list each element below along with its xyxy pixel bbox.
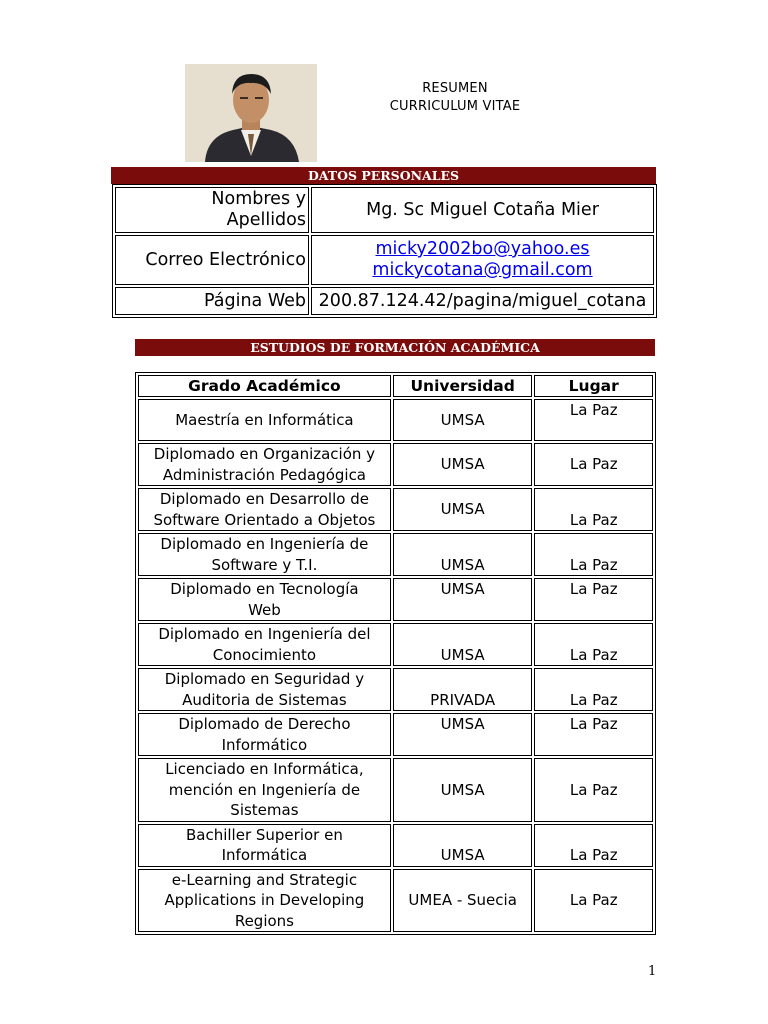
grado-line: Conocimiento <box>212 645 317 664</box>
universidad-cell: UMSA <box>393 578 533 621</box>
lugar-cell: La Paz <box>534 488 653 531</box>
table-row <box>138 824 653 867</box>
academic-section-header <box>135 339 655 356</box>
table-row <box>138 533 653 576</box>
universidad-cell: UMSA <box>393 713 533 756</box>
grado-line: Diplomado en Ingeniería de <box>160 535 369 553</box>
section-title: DATOS PERSONALES <box>307 168 460 183</box>
column-header-lugar: Lugar <box>534 375 653 397</box>
table-row <box>115 187 654 233</box>
universidad-cell: UMSA <box>393 443 533 486</box>
lugar-cell: La Paz <box>534 824 653 867</box>
grado-line: mención en Ingeniería de <box>168 780 361 799</box>
name-value: Mg. Sc Miguel Cotaña Mier <box>311 187 654 233</box>
grado-line: Maestría en Informática <box>175 410 354 429</box>
grado-line: Sistemas <box>230 801 299 819</box>
page-number: 1 <box>648 964 657 979</box>
email-label: Correo Electrónico <box>115 235 309 285</box>
grado-line: Software Orientado a Objetos <box>153 510 376 529</box>
personal-data-table <box>112 184 657 318</box>
grado-line: e-Learning and Strategic <box>171 870 358 889</box>
grado-cell <box>138 533 391 576</box>
grado-line: Software y T.I. <box>211 555 318 574</box>
grado-line: Web <box>248 600 281 619</box>
lugar-cell: La Paz <box>534 623 653 666</box>
lugar-cell: La Paz <box>534 578 653 621</box>
table-row <box>138 443 653 486</box>
name-label-line: Apellidos <box>226 210 306 230</box>
grado-cell <box>138 623 391 666</box>
column-header-universidad: Universidad <box>393 375 533 397</box>
table-row <box>138 578 653 621</box>
grado-cell <box>138 668 391 711</box>
email-link-gmail[interactable]: mickycotana@gmail.com <box>372 260 593 280</box>
grado-line: Regions <box>234 911 294 930</box>
grado-cell <box>138 824 391 867</box>
grado-cell <box>138 869 391 933</box>
portrait-image <box>185 64 317 162</box>
document-title <box>360 80 550 116</box>
table-header-row <box>138 375 653 397</box>
lugar-cell: La Paz <box>534 533 653 576</box>
universidad-cell: UMSA <box>393 533 533 576</box>
email-link-yahoo[interactable]: micky2002bo@yahoo.es <box>375 239 590 259</box>
table-row <box>138 623 653 666</box>
grado-line: Applications in Developing <box>164 891 365 909</box>
table-row <box>138 399 653 441</box>
grado-cell <box>138 488 391 531</box>
personal-data-section-header <box>111 167 656 184</box>
title-line-2: CURRICULUM VITAE <box>389 99 521 114</box>
table-row <box>138 869 653 933</box>
grado-line: Informático <box>221 735 308 754</box>
grado-cell <box>138 578 391 621</box>
lugar-cell: La Paz <box>534 758 653 822</box>
table-row <box>138 668 653 711</box>
universidad-cell: UMEA - Suecia <box>393 869 533 933</box>
grado-line: Diplomado en Ingeniería del <box>158 625 371 643</box>
universidad-cell: PRIVADA <box>393 668 533 711</box>
grado-cell <box>138 713 391 756</box>
table-row <box>138 758 653 822</box>
table-row <box>115 287 654 315</box>
section-title: ESTUDIOS DE FORMACIÓN ACADÉMICA <box>250 340 540 355</box>
lugar-cell: La Paz <box>534 869 653 933</box>
grado-cell <box>138 758 391 822</box>
table-row <box>138 488 653 531</box>
universidad-cell: UMSA <box>393 623 533 666</box>
name-label-line: Nombres y <box>211 189 306 209</box>
column-header-grado: Grado Académico <box>138 375 391 397</box>
grado-cell <box>138 443 391 486</box>
table-row <box>115 235 654 285</box>
website-value: 200.87.124.42/pagina/miguel_cotana <box>311 287 654 315</box>
grado-line: Bachiller Superior en <box>185 825 343 844</box>
grado-line: Diplomado de Derecho <box>178 715 351 733</box>
grado-line: Diplomado en Seguridad y <box>164 670 365 688</box>
lugar-cell: La Paz <box>534 713 653 756</box>
title-line-1: RESUMEN <box>422 81 488 96</box>
academic-table <box>135 372 656 935</box>
lugar-cell: La Paz <box>534 443 653 486</box>
universidad-cell: UMSA <box>393 399 533 441</box>
grado-line: Licenciado en Informática, <box>165 760 364 778</box>
lugar-cell: La Paz <box>534 668 653 711</box>
grado-cell <box>138 399 391 441</box>
table-row <box>138 713 653 756</box>
grado-line: Informática <box>221 846 308 864</box>
grado-line: Diplomado en Desarrollo de <box>159 490 369 508</box>
universidad-cell: UMSA <box>393 824 533 867</box>
lugar-cell: La Paz <box>534 399 653 441</box>
grado-line: Diplomado en Tecnología <box>170 580 359 598</box>
grado-line: Diplomado en Organización y <box>153 445 376 463</box>
universidad-cell: UMSA <box>393 488 533 531</box>
name-label <box>115 187 309 233</box>
profile-photo <box>185 64 317 162</box>
website-label: Página Web <box>115 287 309 315</box>
universidad-cell: UMSA <box>393 758 533 822</box>
grado-line: Administración Pedagógica <box>162 465 367 484</box>
grado-line: Auditoria de Sistemas <box>182 690 347 709</box>
email-values <box>311 235 654 285</box>
